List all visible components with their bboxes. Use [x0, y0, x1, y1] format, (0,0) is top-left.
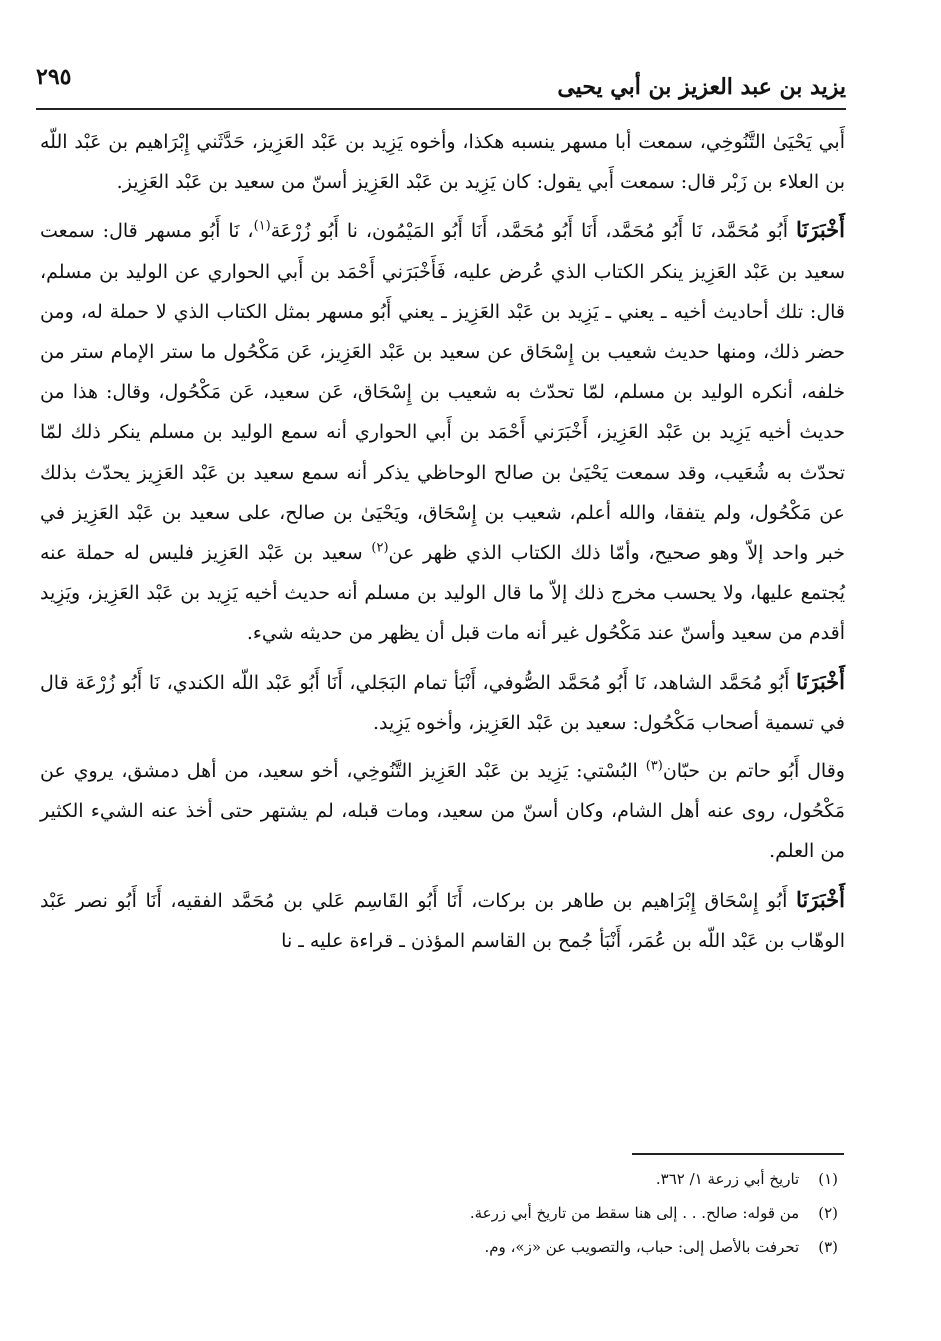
paragraph-3 [40, 662, 845, 743]
paragraph-2 [40, 210, 845, 653]
footnote-ref-3: (٣) [645, 758, 663, 774]
footnote-number: (٣) [818, 1238, 838, 1256]
footnote-text: تاريخ أبي زرعة ١/ ٣٦٢. [655, 1170, 800, 1188]
running-title: يزيد بن عبد العزيز بن أبي يحيى [557, 74, 846, 100]
text-segment: أَبُو مُحَمَّد، نَا أَبُو مُحَمَّد، أَنَا أَبُو مُحَمَّد، أَنَا أَبُو المَيْمُون، نا أَبُو زُرْعَة [270, 220, 797, 243]
paragraph-lead-word: أَخْبَرَنَا [796, 886, 845, 912]
text-segment: البُسْتي: يَزِيد بن عَبْد العَزِيز التَّنُوخِي، أخو سعيد، من أهل دمشق، يروي عن مَكْحُول، روى عنه أهل الشام، وكان أسنّ من سعيد، ومات قبله، لم يشتهر حتى أخذ عنه الشيء الكثير من العلم. [40, 760, 845, 863]
footnote-2 [40, 1196, 838, 1230]
footnotes [40, 1162, 838, 1264]
footnote-3 [40, 1230, 838, 1264]
text-segment: ، نَا أَبُو مسهر قال: سمعت سعيد بن عَبْد العَزِيز ينكر الكتاب الذي عُرض عليه، فَأَخْبَرَني أَحْمَد بن أَبي الحواري عن الوليد بن مسلم، قال: تلك أحاديث أخيه ـ يعني ـ يَزِيد بن عَبْد العَزِيز ـ يعني أَبُو مسهر بمثل الكتاب الذي لا حملة له، ومن حضر ذلك، ومنها حديث شعيب بن إِسْحَاق عن سعيد بن عَبْد العَزِيز، عَن مَكْحُول ما ستر الإمام ستر من خلفه، أنكره الوليد بن مسلم، لمّا تحدّث به شعيب بن إِسْحَاق، عَن سعيد، عَن مَكْحُول، وقال: هذا من حديث أخيه يَزِيد بن عَبْد العَزِيز، أَخْبَرَني أَحْمَد بن أَبي الحواري أنه سمع الوليد بن مسلم ينكر ذلك لمّا تحدّث به شُعَيب، وقد سمعت يَحْيَىٰ بن صالح الوحاظي يذكر أنه سمع سعيد بن عَبْد العَزِيز يحدّث بذلك عن مَكْحُول، ولم يتفقا، والله أعلم، شعيب بن إِسْحَاق، ويَحْيَىٰ بن صالح، على سعيد بن عَبْد العَزِيز في خبر واحد إلاّ وهو صحيح، وأمّا ذلك الكتاب الذي ظهر عن [40, 220, 846, 565]
text-segment: أَبُو مُحَمَّد الشاهد، نَا أَبُو مُحَمَّد الصُّوفي، أَنْبَأ تمام البَجَلي، أَنَا أَبُو عَبْد اللّه الكندي، نَا أَبُو زُرْعَة قال في تسمية أصحاب مَكْحُول: سعيد بن عَبْد العَزِيز، وأخوه يَزِيد. [40, 671, 845, 734]
page-header [36, 58, 846, 106]
text-segment: وقال أَبُو حاتم بن حبّان [662, 760, 845, 783]
text-segment: أَبُو إِسْحَاق إِبْرَاهيم بن طاهر بن بركات، أَنَا أَبُو القَاسِم عَلي بن مُحَمَّد الفقيه، أَنَا أَبُو نصر عَبْد الوهّاب بن عَبْد اللّه بن عُمَر، أَنْبَأ جُمح بن القاسم المؤذن ـ قراءة عليه ـ نا [40, 889, 845, 952]
main-text [40, 122, 845, 969]
footnote-rule [632, 1153, 844, 1155]
paragraph-1 [40, 122, 845, 202]
footnote-text: تحرفت بالأصل إلى: حباب، والتصويب عن «ز»، وم. [484, 1238, 800, 1256]
paragraph-4 [40, 751, 845, 872]
footnote-text: من قوله: صالح. . . إلى هنا سقط من تاريخ أبي زرعة. [469, 1204, 800, 1222]
text-segment: أَبي يَحْيَىٰ التَّنُوخِي، سمعت أبا مسهر ينسبه هكذا، وأخوه يَزِيد بن عَبْد العَزِيز، حَدَّثَني إِبْرَاهيم بن عَبْد اللّه بن العلاء بن زَبْر قال: سمعت أَبي يقول: كان يَزِيد بن عَبْد العَزِيز أسنّ من سعيد بن عَبْد العَزِيز. [40, 131, 845, 194]
page-number: ٢٩٥ [36, 64, 72, 90]
paragraph-lead-word: أَخْبَرَنَا [796, 217, 845, 243]
paragraph-lead-word: أَخْبَرَنَا [796, 668, 845, 694]
footnote-number: (١) [818, 1170, 838, 1188]
header-rule [36, 108, 846, 110]
footnote-number: (٢) [818, 1204, 838, 1222]
paragraph-5 [40, 880, 845, 961]
footnote-ref-2: (٢) [371, 540, 389, 556]
text-segment: سعيد بن عَبْد العَزِيز فليس له حملة عنه يُجتمع عليها، ولا يحسب مخرج ذلك إلاّ ما قال الوليد بن مسلم أنه حديث أخيه يَزِيد بن عَبْد العَزِيز، ويَزِيد أقدم من سعيد وأسنّ عند مَكْحُول غير أنه مات قبل أن يظهر من حديثه شيء. [40, 542, 845, 645]
footnote-ref-1: (١) [253, 219, 271, 235]
footnote-1 [40, 1162, 838, 1196]
